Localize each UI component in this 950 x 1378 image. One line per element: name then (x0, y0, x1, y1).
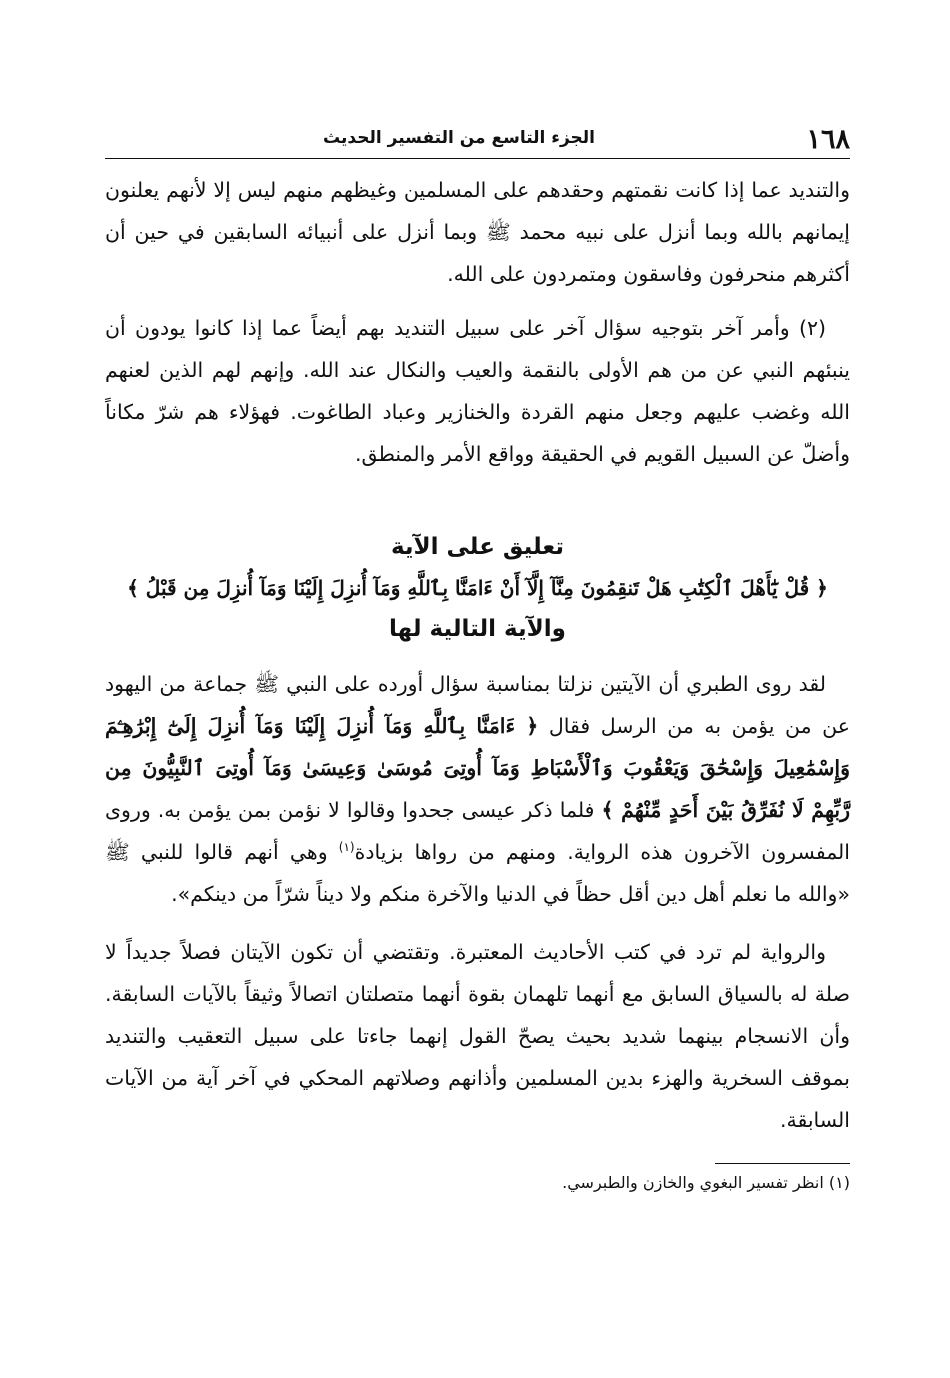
running-title: الجزء التاسع من التفسير الحديث (323, 128, 595, 148)
book-page (105, 118, 850, 1198)
section-title: تعليق على الآية (390, 534, 565, 560)
paragraph-4: والرواية لم ترد في كتب الأحاديث المعتبرة. وتقتضي أن تكون الآيتان فصلاً جديداً لا صلة له بالسياق السابق مع أنهما تلهمان بقوة أنهما متصلتان اتصالاً وثيقاً بالآيات السابقة. وأن الانسجام بينهما شديد بحيث يصحّ القول إنهما جاءتا على سبيل التعقيب والتنديد بموقف السخرية والهزء بدين المسلمين وأذانهم وصلاتهم المحكي في آخر آية من الآيات السابقة. (105, 940, 850, 1132)
quran-quote: ﴿ ءَامَنَّا بِٱللَّهِ وَمَآ أُنزِلَ إِلَيْنَا وَمَآ أُنزِلَ إِلَىٰٓ إِبْرَٰهِـۧمَ وَإِسْمَٰعِيلَ وَإِسْحَٰقَ وَيَعْقُوبَ وَٱلْأَسْبَاطِ وَمَآ أُوتِىَ مُوسَىٰ وَعِيسَىٰ وَمَآ أُوتِىَ ٱلنَّبِيُّونَ مِن رَّبِّهِمْ لَا نُفَرِّقُ بَيْنَ أَحَدٍ مِّنْهُمْ ﴾ (105, 714, 851, 822)
section-subtitle: والآية التالية لها (389, 616, 566, 642)
paragraph-3-text-1: لقد روى الطبري أن الآيتين نزلتا بمناسبة سؤال أورده على النبي ﷺ جماعة من اليهود عن من يؤمن به من الرسل فقال (105, 672, 850, 738)
section-verse: ﴿ قُلْ يَٰٓأَهْلَ ٱلْكِتَٰبِ هَلْ تَنقِمُونَ مِنَّآ إِلَّآ أَنْ ءَامَنَّا بِٱللَّهِ وَمَآ أُنزِلَ إِلَيْنَا وَمَآ أُنزِلَ مِن قَبْلُ ﴾ (127, 576, 828, 600)
paragraph-3-text-2: فلما ذكر عيسى جحدوا وقالوا لا نؤمن بمن يؤمن به. وروى المفسرون الآخرون هذه الرواية. ومنهم من رواها بزيادة (105, 798, 850, 864)
footnote: (١) انظر تفسير البغوي والخازن والطبرسي. (562, 1173, 850, 1192)
paragraph-2: (٢) وأمر آخر بتوجيه سؤال آخر على سبيل التنديد بهم أيضاً عما إذا كانوا يودون أن ينبئهم النبي عن من هم الأولى بالنقمة والعيب والنكال عند الله. وإنهم لهم الذين لعنهم الله وغضب عليهم وجعل منهم القردة والخنازير وعباد الطاغوت. فهؤلاء هم شرّ مكاناً وأضلّ عن السبيل القويم في الحقيقة وواقع الأمر والمنطق. (105, 316, 850, 466)
footnote-divider (715, 1163, 850, 1164)
page-header (105, 118, 850, 159)
paragraph-1: والتنديد عما إذا كانت نقمتهم وحقدهم على المسلمين وغيظهم منهم ليس إلا لأنهم يعلنون إيمانهم بالله وبما أنزل على نبيه محمد ﷺ وبما أنزل على أنبيائه السابقين في حين أن أكثرهم منحرفون وفاسقون ومتمردون على الله. (105, 178, 850, 286)
paragraph-3 (105, 663, 850, 915)
page-number: ١٦٨ (806, 124, 850, 155)
footnote-reference[interactable]: (١) (338, 840, 355, 855)
paragraph-3-text-3: وهي أنهم قالوا للنبي ﷺ «والله ما نعلم أهل دين أقل حظاً في الدنيا والآخرة منكم ولا ديناً شرّاً من دينكم». (105, 840, 850, 906)
section-heading (105, 527, 850, 649)
